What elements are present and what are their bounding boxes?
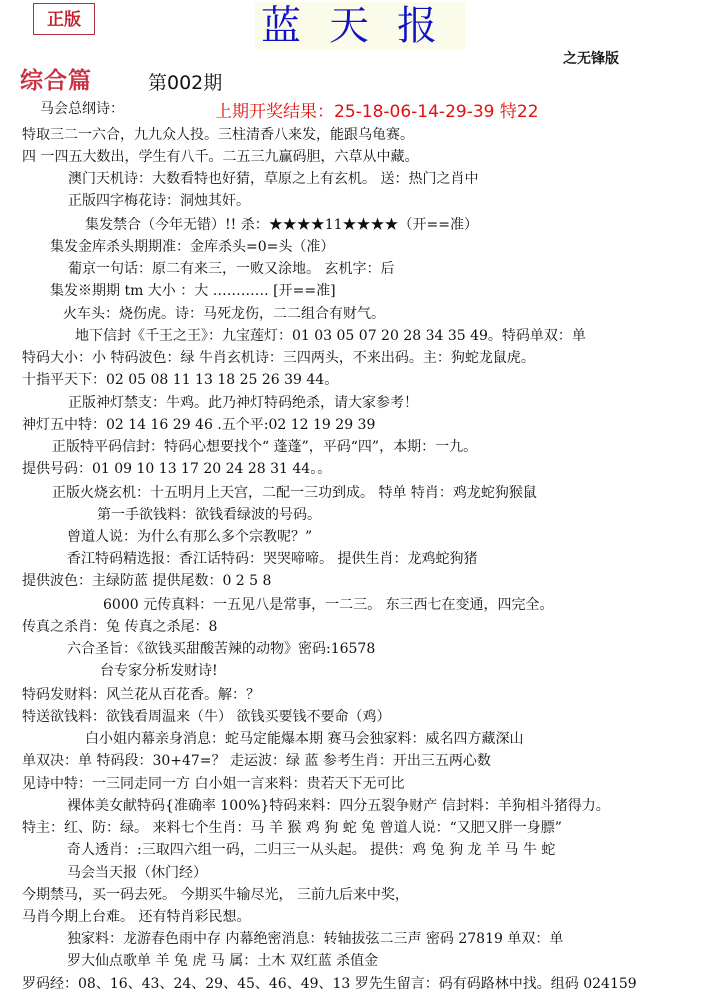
content-line: 葡京一句话：原二有来三，一败又涂地。 玄机字：后 [68,261,395,277]
content-line: 第一手欲钱料：欲钱看绿波的号码。 [97,507,321,523]
content-line: 马肖今期上台难。 还有特肖彩民想。 [22,909,251,925]
edition-label: 之无锋版 [563,51,619,67]
result-label: 上期开奖结果： [215,102,334,122]
content-line: 澳门天机诗：大数看特也好猜，草原之上有玄机。 送：热门之肖中 [68,171,479,187]
content-line: 见诗中特：一三同走同一方 白小姐一言来料：贵若天下无可比 [22,776,405,792]
issue-number: 第002期 [148,72,223,94]
content-line: 四 一四五大数出，学生有八千。二五三九赢码胆，六草从中藏。 [22,149,419,165]
content-line: 正版四字梅花诗：洞烛其奸。 [68,193,250,209]
content-line: 提供号码：01 09 10 13 17 20 24 28 31 44。。 [22,461,332,477]
authentic-badge: 正版 [33,3,95,35]
content-line: 集发※期期 tm 大小 ：大 ………… [开==准] [50,283,336,299]
content-line: 单双决：单 特码段：30+47=？ 走运波：绿 蓝 参考生肖：开出三五两心数 [22,753,491,769]
content-line: 6000 元传真料：一五见八是常事，一二三。 东三西七在变通，四完全。 [103,597,554,613]
content-line: 特送欲钱料：欲钱看周温来（牛） 欲钱买要钱不要命（鸡） [22,709,391,725]
content-line: 马会总纲诗： [40,101,124,117]
content-line: 香江特码精选报：香江话特码：哭哭啼啼。 提供生肖：龙鸡蛇狗猪 [67,551,478,567]
content-line: 火车头：烧伤虎。诗：马死龙伤，二二组合有财气。 [63,306,385,322]
content-line: 罗大仙点歌单 羊 兔 虎 马 属：土木 双红蓝 杀值金 [67,953,379,969]
result-special: 特22 [499,102,539,122]
content-line: 正版特平码信封：特码心想要找个“ 蓬蓬”，平码“四”，本期：一九。 [52,439,478,455]
newspaper-title: 蓝天报 [255,2,465,50]
content-line: 特主：红、防：绿。 来料七个生肖：马 羊 猴 鸡 狗 蛇 兔 曾道人说：“又肥又胖一身膘” [22,820,562,836]
content-line: 裸体美女献特码{准确率 100%}特码来料：四分五裂争财产 信封料：羊狗相斗猪得力。 [67,798,610,814]
section-title: 综合篇 [20,67,92,94]
content-line: 提供波色：主绿防蓝 提供尾数：0 2 5 8 [22,573,272,589]
content-line: 马会当天报（休门经） [67,865,207,881]
content-line: 神灯五中特：02 14 16 29 46 .五个平:02 12 19 29 39 [22,417,376,433]
content-line: 台专家分析发财诗! [100,663,218,679]
last-draw-result [215,97,539,122]
content-line: 正版火烧玄机：十五明月上天宫，二配一三功到成。 特单 特肖：鸡龙蛇狗猴鼠 [52,485,537,501]
content-line: 白小姐内幕亲身消息：蛇马定能爆本期 赛马会独家料：威名四方藏深山 [85,731,524,747]
content-line: 奇人透肖：:三取四六组一码，二归三一从头起。 提供：鸡 兔 狗 龙 羊 马 牛 蛇 [67,842,556,858]
content-line: 传真之杀肖：兔 传真之杀尾：8 [22,619,218,635]
content-line: 独家料：龙游春色雨中存 内幕绝密消息：转轴拔弦二三声 密码 27819 单双：单 [67,931,564,947]
content-line: 集发金库杀头期期准：金库杀头=0=头（准） [50,239,335,255]
result-numbers: 25-18-06-14-29-39 [334,102,495,122]
content-line: 集发禁合（今年无错）!! 杀：★★★★11★★★★（开==准） [85,217,478,233]
content-line: 特取三二一六合，九九众人投。三柱清香八来发，能跟乌龟赛。 [22,127,414,143]
content-line: 地下信封《千王之王》：九宝莲灯：01 03 05 07 20 28 34 35 49。特码单双：单 [75,328,586,344]
content-line: 曾道人说：为什么有那么多个宗教呢？” [67,529,313,545]
content-line: 十指平天下：02 05 08 11 13 18 25 26 39 44。 [22,372,339,388]
content-line: 特码发财料：风兰花从百花香。解：？ [22,687,260,703]
content-line: 正版神灯禁支：牛鸡。此乃神灯特码绝杀，请大家参考！ [68,395,418,411]
content-line: 罗码经：08、16、43、24、29、45、46、49、13 罗先生留言：码有码路林中找。组码 024159 [22,976,637,992]
content-line: 今期禁马，买一码去死。 今期买牛输尽光， 三前九后来中奖， [22,887,409,903]
content-line: 特码大小：小 特码波色：绿 牛肖玄机诗：三四两头，不来出码。主：狗蛇龙鼠虎。 [22,350,535,366]
content-line: 六合圣旨：《欲钱买甜酸苦辣的动物》密码:16578 [67,641,376,657]
